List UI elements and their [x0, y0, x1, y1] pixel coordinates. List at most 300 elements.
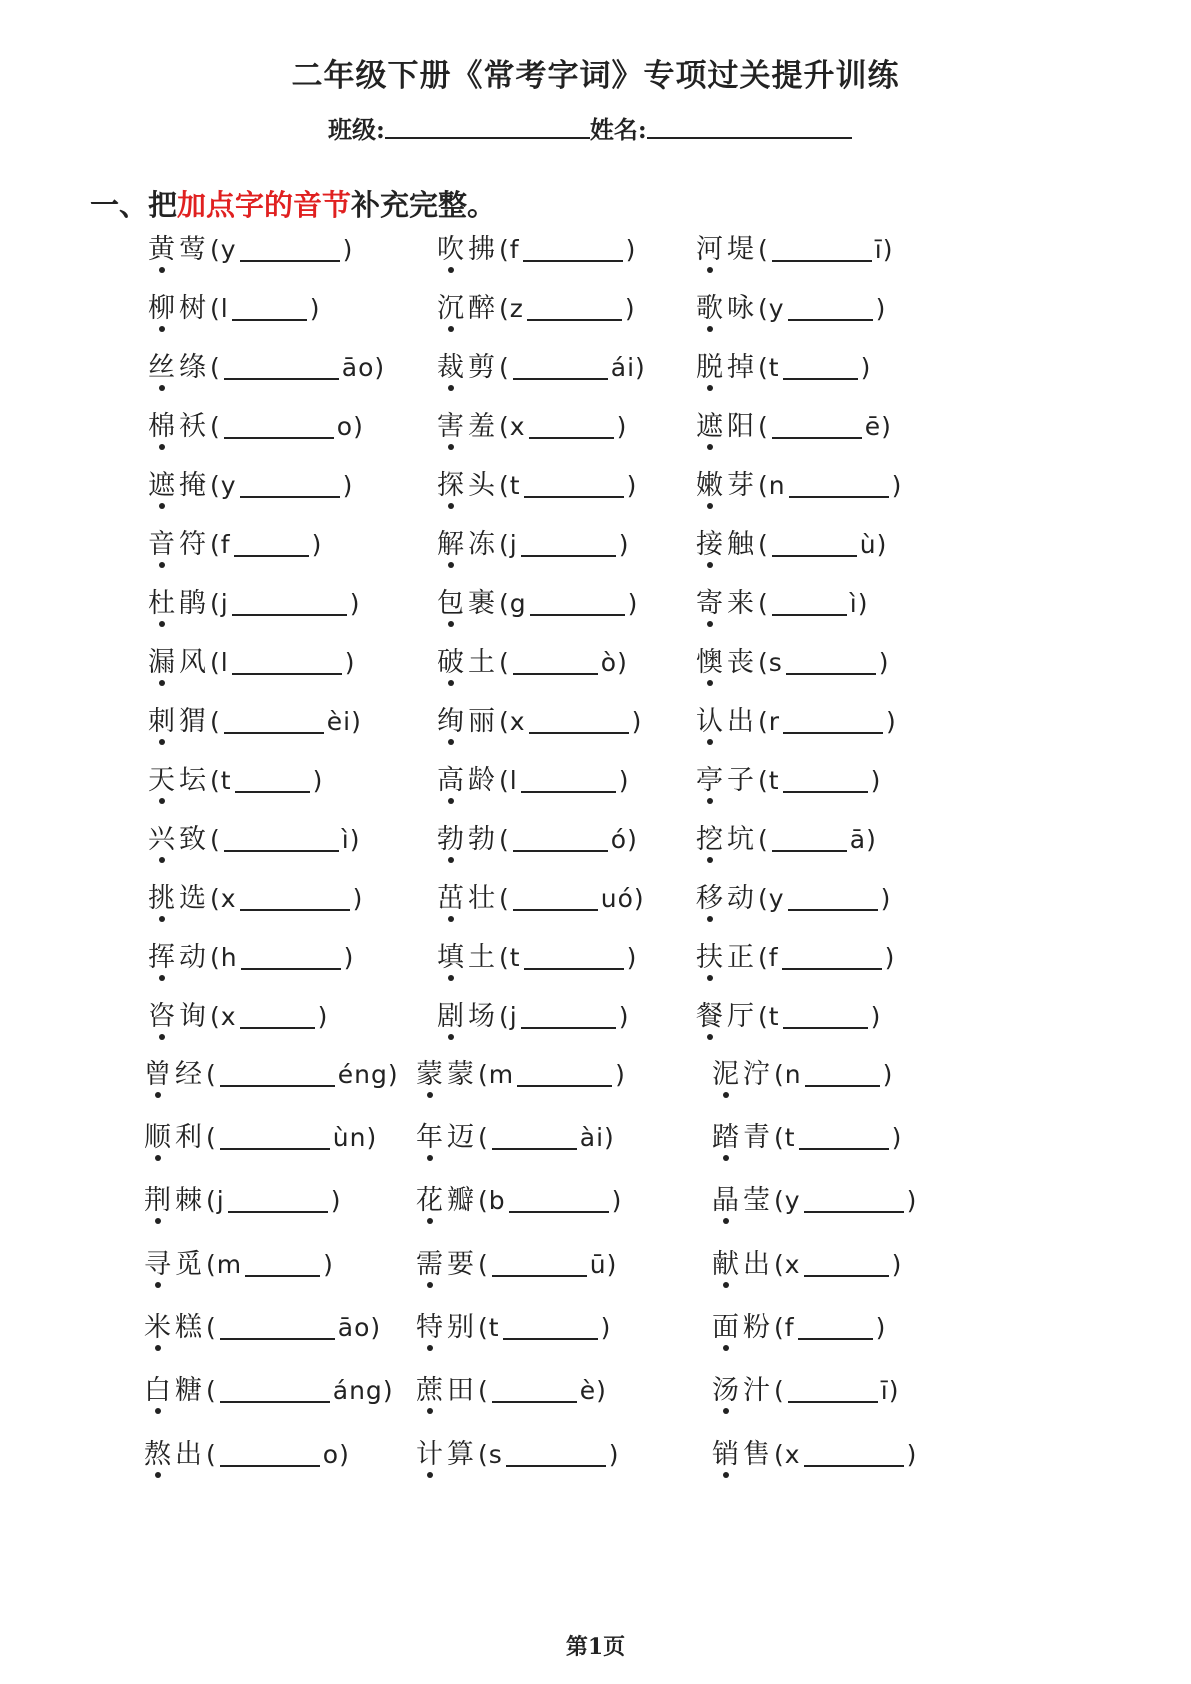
close-paren: )	[882, 1060, 894, 1089]
close-paren: )	[875, 294, 887, 323]
close-paren: )	[617, 648, 628, 677]
answer-blank[interactable]	[524, 466, 624, 498]
close-paren: )	[866, 825, 877, 854]
open-paren: (	[206, 1376, 217, 1405]
open-paren: (	[774, 1060, 785, 1089]
pinyin-prefix: t	[784, 1123, 796, 1152]
emphasis-dot	[427, 1472, 433, 1478]
answer-blank[interactable]	[521, 761, 616, 793]
word: 挑选	[148, 883, 210, 914]
pinyin-prefix: t	[768, 353, 780, 382]
emphasis-dot	[159, 1034, 165, 1040]
emphasis-dot	[707, 916, 713, 922]
close-paren: )	[330, 1186, 342, 1215]
pinyin-suffix: ī	[874, 235, 883, 264]
open-paren: (	[774, 1186, 785, 1215]
answer-blank[interactable]	[232, 584, 347, 616]
word: 柳树	[148, 293, 210, 324]
pinyin-prefix: s	[768, 648, 783, 677]
close-paren: )	[366, 1123, 378, 1152]
exercise-item	[696, 994, 881, 1040]
answer-blank[interactable]	[789, 466, 889, 498]
answer-blank[interactable]	[804, 1435, 904, 1467]
emphasis-dot	[448, 857, 454, 863]
page-title: 二年级下册《常考字词》专项过关提升训练	[291, 58, 900, 94]
emphasis-dot	[155, 1345, 161, 1351]
emphasis-dot	[448, 975, 454, 981]
emphasis-dot	[707, 385, 713, 391]
close-paren: )	[870, 766, 882, 795]
exercise-item	[148, 817, 360, 863]
exercise-item	[437, 404, 627, 450]
answer-blank[interactable]	[220, 1118, 330, 1150]
exercise-item	[696, 699, 897, 745]
answer-blank[interactable]	[783, 348, 858, 380]
pinyin-prefix: y	[220, 471, 237, 500]
pinyin-suffix: ì	[341, 825, 350, 854]
pinyin-prefix: j	[220, 589, 229, 618]
emphasis-dot	[159, 739, 165, 745]
answer-blank[interactable]	[804, 1245, 889, 1277]
exercise-item	[148, 404, 364, 450]
class-blank[interactable]	[385, 137, 590, 139]
exercise-item	[416, 1178, 622, 1224]
pinyin-suffix: èi	[326, 707, 352, 736]
answer-blank[interactable]	[517, 1055, 612, 1087]
exercise-item	[696, 581, 868, 627]
pinyin-prefix: y	[784, 1186, 801, 1215]
word: 熬出	[144, 1439, 206, 1470]
open-paren: (	[210, 294, 221, 323]
open-paren: (	[210, 530, 221, 559]
answer-blank[interactable]	[224, 820, 339, 852]
answer-blank[interactable]	[783, 702, 883, 734]
emphasis-dot	[448, 798, 454, 804]
answer-blank[interactable]	[240, 466, 340, 498]
open-paren: (	[758, 235, 769, 264]
pinyin-prefix: h	[220, 943, 238, 972]
emphasis-dot	[427, 1282, 433, 1288]
close-paren: )	[351, 707, 362, 736]
answer-blank[interactable]	[224, 407, 334, 439]
answer-blank[interactable]	[783, 997, 868, 1029]
exercise-item	[696, 227, 893, 273]
close-paren: )	[888, 1376, 900, 1405]
close-paren: )	[611, 1186, 623, 1215]
exercise-item	[712, 1178, 917, 1224]
answer-blank[interactable]	[521, 525, 616, 557]
section-heading	[90, 183, 496, 224]
emphasis-dot	[707, 562, 713, 568]
answer-blank[interactable]	[492, 1371, 577, 1403]
open-paren: (	[206, 1060, 217, 1089]
pinyin-suffix: ā	[849, 825, 867, 854]
exercise-item	[144, 1115, 377, 1161]
pinyin-suffix: ù	[859, 530, 877, 559]
close-paren: )	[323, 1250, 334, 1279]
close-paren: )	[309, 294, 321, 323]
answer-blank[interactable]	[245, 1245, 320, 1277]
answer-blank[interactable]	[506, 1435, 606, 1467]
emphasis-dot	[448, 562, 454, 568]
answer-blank[interactable]	[240, 230, 340, 262]
emphasis-dot	[427, 1218, 433, 1224]
close-paren: )	[891, 1123, 903, 1152]
open-paren: (	[210, 471, 221, 500]
emphasis-dot	[448, 680, 454, 686]
answer-blank[interactable]	[527, 289, 622, 321]
close-paren: )	[626, 943, 638, 972]
answer-blank[interactable]	[799, 1118, 889, 1150]
answer-blank[interactable]	[232, 289, 307, 321]
pinyin-prefix: z	[509, 294, 524, 323]
pinyin-prefix: f	[784, 1313, 795, 1342]
answer-blank[interactable]	[521, 997, 616, 1029]
answer-blank[interactable]	[220, 1055, 335, 1087]
word: 杜鹃	[148, 588, 210, 619]
pinyin-suffix: ò	[600, 648, 618, 677]
answer-blank[interactable]	[492, 1245, 587, 1277]
word: 沉醉	[437, 293, 499, 324]
close-paren: )	[370, 1313, 382, 1342]
open-paren: (	[758, 766, 769, 795]
answer-blank[interactable]	[513, 643, 598, 675]
word: 年迈	[416, 1122, 478, 1153]
close-paren: )	[387, 1060, 399, 1089]
pinyin-prefix: x	[784, 1440, 801, 1469]
emphasis-dot	[707, 503, 713, 509]
emphasis-dot	[159, 326, 165, 332]
answer-blank[interactable]	[530, 584, 625, 616]
answer-blank[interactable]	[232, 643, 342, 675]
open-paren: (	[499, 825, 510, 854]
open-paren: (	[758, 412, 769, 441]
open-paren: (	[499, 294, 510, 323]
word: 需要	[416, 1249, 478, 1280]
pinyin-suffix: ī	[880, 1376, 889, 1405]
close-paren: )	[353, 412, 364, 441]
open-paren: (	[499, 530, 510, 559]
close-paren: )	[625, 235, 637, 264]
exercise-item	[144, 1368, 394, 1414]
open-paren: (	[478, 1313, 489, 1342]
close-paren: )	[618, 1002, 630, 1031]
close-paren: )	[615, 1060, 626, 1089]
word: 害羞	[437, 411, 499, 442]
exercise-item	[437, 876, 645, 922]
emphasis-dot	[448, 1034, 454, 1040]
pinyin-suffix: ó	[610, 825, 628, 854]
answer-blank[interactable]	[241, 938, 341, 970]
word: 泥泞	[712, 1059, 774, 1090]
exercise-item	[696, 522, 887, 568]
emphasis-dot	[707, 857, 713, 863]
exercise-item	[437, 994, 629, 1040]
open-paren: (	[499, 884, 510, 913]
emphasis-dot	[448, 385, 454, 391]
word: 汤汁	[712, 1375, 774, 1406]
open-paren: (	[774, 1440, 785, 1469]
exercise-item	[712, 1305, 886, 1351]
pinyin-prefix: x	[220, 884, 237, 913]
answer-blank[interactable]	[786, 643, 876, 675]
answer-blank[interactable]	[804, 1181, 904, 1213]
word: 棉袄	[148, 411, 210, 442]
word: 移动	[696, 883, 758, 914]
close-paren: )	[631, 707, 643, 736]
answer-blank[interactable]	[228, 1181, 328, 1213]
answer-blank[interactable]	[772, 820, 847, 852]
word: 曾经	[144, 1059, 206, 1090]
answer-blank[interactable]	[805, 1055, 880, 1087]
word: 亭子	[696, 765, 758, 796]
name-blank[interactable]	[647, 137, 852, 139]
open-paren: (	[210, 707, 221, 736]
exercise-item	[437, 227, 636, 273]
name-label: 姓名:	[589, 115, 647, 144]
emphasis-dot	[723, 1345, 729, 1351]
word: 丝绦	[148, 352, 210, 383]
emphasis-dot	[448, 621, 454, 627]
answer-blank[interactable]	[220, 1371, 330, 1403]
exercise-item	[437, 345, 646, 391]
exercise-item	[437, 522, 629, 568]
close-paren: )	[311, 530, 323, 559]
exercise-item	[416, 1432, 620, 1478]
exercise-item	[437, 286, 636, 332]
word: 填土	[437, 942, 499, 973]
word: 探头	[437, 470, 499, 501]
pinyin-suffix: ē	[864, 412, 882, 441]
open-paren: (	[210, 884, 221, 913]
pinyin-prefix: b	[488, 1186, 506, 1215]
emphasis-dot	[723, 1092, 729, 1098]
exercise-item	[148, 227, 353, 273]
emphasis-dot	[707, 680, 713, 686]
pinyin-prefix: r	[768, 707, 781, 736]
open-paren: (	[758, 530, 769, 559]
answer-blank[interactable]	[782, 938, 882, 970]
answer-blank[interactable]	[523, 230, 623, 262]
open-paren: (	[206, 1250, 217, 1279]
word: 兴致	[148, 824, 210, 855]
word: 餐厅	[696, 1001, 758, 1032]
word: 挖坑	[696, 824, 758, 855]
answer-blank[interactable]	[798, 1308, 873, 1340]
pinyin-prefix: l	[220, 648, 229, 677]
pinyin-suffix: ài	[579, 1123, 605, 1152]
emphasis-dot	[707, 798, 713, 804]
answer-blank[interactable]	[788, 1371, 878, 1403]
emphasis-dot	[159, 562, 165, 568]
close-paren: )	[884, 943, 896, 972]
open-paren: (	[499, 589, 510, 618]
close-paren: )	[624, 294, 636, 323]
answer-blank[interactable]	[224, 348, 339, 380]
answer-blank[interactable]	[240, 997, 315, 1029]
answer-blank[interactable]	[788, 289, 873, 321]
word: 勃勃	[437, 824, 499, 855]
exercise-item	[148, 876, 363, 922]
emphasis-dot	[707, 1034, 713, 1040]
exercise-item	[148, 935, 354, 981]
pinyin-prefix: t	[768, 766, 780, 795]
close-paren: )	[349, 825, 361, 854]
answer-blank[interactable]	[772, 230, 872, 262]
emphasis-dot	[707, 267, 713, 273]
word: 天坛	[148, 765, 210, 796]
open-paren: (	[206, 1186, 217, 1215]
answer-blank[interactable]	[513, 879, 598, 911]
word: 遮掩	[148, 470, 210, 501]
exercise-item	[437, 935, 637, 981]
open-paren: (	[499, 766, 510, 795]
open-paren: (	[210, 353, 221, 382]
word: 懊丧	[696, 647, 758, 678]
answer-blank[interactable]	[492, 1118, 577, 1150]
answer-blank[interactable]	[783, 761, 868, 793]
pinyin-prefix: x	[220, 1002, 237, 1031]
exercise-item	[416, 1052, 626, 1098]
emphasis-dot	[707, 444, 713, 450]
exercise-item	[148, 994, 328, 1040]
answer-blank[interactable]	[220, 1308, 335, 1340]
word: 蔗田	[416, 1375, 478, 1406]
open-paren: (	[478, 1123, 489, 1152]
emphasis-dot	[159, 798, 165, 804]
exercise-item	[148, 286, 320, 332]
exercise-item	[696, 640, 890, 686]
answer-blank[interactable]	[529, 702, 629, 734]
emphasis-dot	[448, 267, 454, 273]
word: 花瓣	[416, 1185, 478, 1216]
exercise-item	[696, 817, 877, 863]
pinyin-suffix: áng	[332, 1376, 383, 1405]
answer-blank[interactable]	[529, 407, 614, 439]
close-paren: )	[342, 235, 354, 264]
open-paren: (	[758, 294, 769, 323]
answer-blank[interactable]	[772, 525, 857, 557]
close-paren: )	[857, 589, 869, 618]
open-paren: (	[210, 648, 221, 677]
pinyin-prefix: l	[220, 294, 229, 323]
pinyin-prefix: j	[509, 530, 518, 559]
answer-blank[interactable]	[235, 761, 310, 793]
section-suffix: 补充完整。	[351, 188, 497, 222]
open-paren: (	[758, 648, 769, 677]
answer-blank[interactable]	[513, 348, 608, 380]
exercise-item	[144, 1052, 399, 1098]
close-paren: )	[880, 884, 892, 913]
answer-blank[interactable]	[524, 938, 624, 970]
answer-blank[interactable]	[772, 407, 862, 439]
open-paren: (	[499, 943, 510, 972]
close-paren: )	[618, 766, 630, 795]
answer-blank[interactable]	[513, 820, 608, 852]
answer-blank[interactable]	[503, 1308, 598, 1340]
student-info	[328, 110, 852, 145]
page-number: 第1页	[565, 1634, 626, 1660]
word: 认出	[696, 706, 758, 737]
word: 挥动	[148, 942, 210, 973]
section-prefix: 把	[148, 188, 178, 222]
close-paren: )	[876, 530, 888, 559]
close-paren: )	[608, 1440, 620, 1469]
open-paren: (	[774, 1376, 785, 1405]
pinyin-prefix: t	[488, 1313, 500, 1342]
close-paren: )	[596, 1376, 607, 1405]
exercise-item	[712, 1115, 902, 1161]
open-paren: (	[210, 589, 221, 618]
exercise-item	[696, 876, 891, 922]
emphasis-dot	[707, 975, 713, 981]
close-paren: )	[635, 353, 646, 382]
answer-blank[interactable]	[240, 879, 350, 911]
emphasis-dot	[723, 1408, 729, 1414]
exercise-item	[696, 404, 892, 450]
pinyin-suffix: āo	[341, 353, 375, 382]
exercise-item	[148, 463, 353, 509]
exercise-item	[712, 1432, 917, 1478]
answer-blank[interactable]	[509, 1181, 609, 1213]
answer-blank[interactable]	[220, 1435, 320, 1467]
section-highlight: 加点字的音节	[177, 188, 352, 222]
word: 面粉	[712, 1312, 774, 1343]
close-paren: )	[878, 648, 890, 677]
word: 解冻	[437, 529, 499, 560]
open-paren: (	[210, 825, 221, 854]
word: 踏青	[712, 1122, 774, 1153]
exercise-item	[416, 1368, 607, 1414]
pinyin-suffix: āo	[337, 1313, 371, 1342]
word: 遮阳	[696, 411, 758, 442]
emphasis-dot	[159, 444, 165, 450]
emphasis-dot	[427, 1155, 433, 1161]
answer-blank[interactable]	[772, 584, 847, 616]
answer-blank[interactable]	[234, 525, 309, 557]
pinyin-suffix: o	[322, 1440, 340, 1469]
pinyin-suffix: éng	[337, 1060, 388, 1089]
close-paren: )	[344, 648, 356, 677]
word: 白糖	[144, 1375, 206, 1406]
open-paren: (	[774, 1250, 785, 1279]
pinyin-prefix: y	[220, 235, 237, 264]
close-paren: )	[906, 1440, 918, 1469]
exercise-item	[437, 581, 638, 627]
open-paren: (	[499, 353, 510, 382]
pinyin-suffix: ì	[849, 589, 858, 618]
exercise-item	[437, 758, 629, 804]
pinyin-prefix: j	[509, 1002, 518, 1031]
word: 扶正	[696, 942, 758, 973]
open-paren: (	[774, 1313, 785, 1342]
answer-blank[interactable]	[788, 879, 878, 911]
emphasis-dot	[427, 1408, 433, 1414]
close-paren: )	[906, 1186, 918, 1215]
open-paren: (	[758, 353, 769, 382]
open-paren: (	[206, 1313, 217, 1342]
close-paren: )	[875, 1313, 887, 1342]
pinyin-prefix: f	[509, 235, 520, 264]
exercise-item	[148, 581, 360, 627]
word: 咨询	[148, 1001, 210, 1032]
open-paren: (	[206, 1440, 217, 1469]
answer-blank[interactable]	[224, 702, 324, 734]
pinyin-prefix: t	[768, 1002, 780, 1031]
exercise-item	[696, 345, 871, 391]
word: 裁剪	[437, 352, 499, 383]
word: 歌咏	[696, 293, 758, 324]
